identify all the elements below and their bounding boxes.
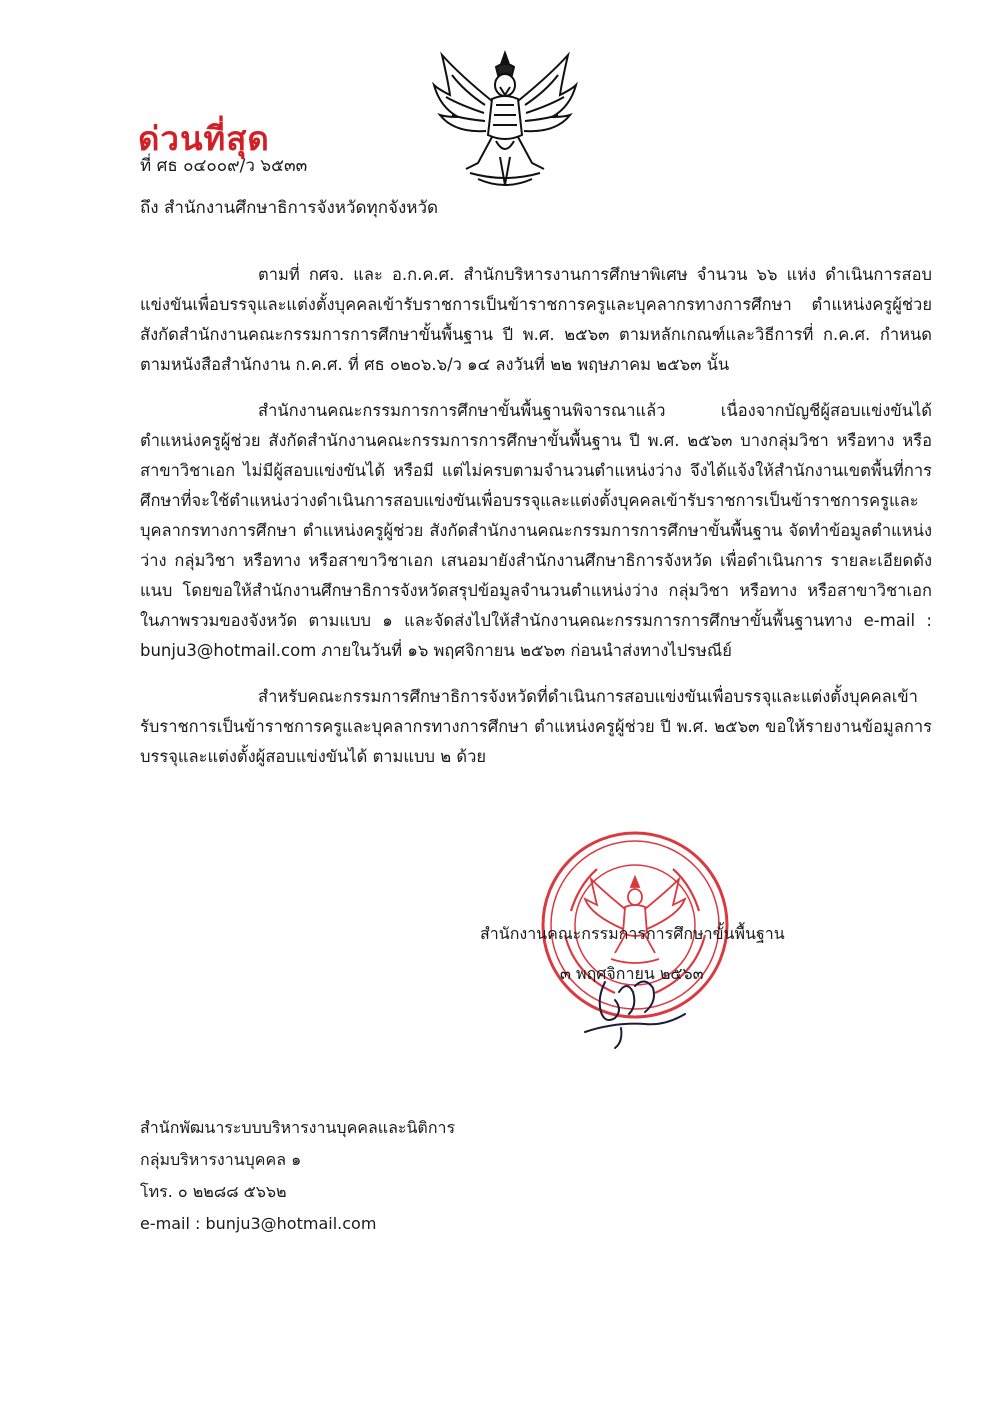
letter-body	[140, 260, 932, 788]
footer-contact	[140, 1112, 455, 1240]
footer-group: กลุ่มบริหารงานบุคคล ๑	[140, 1150, 302, 1169]
recipient-line: ถึง สำนักงานศึกษาธิการจังหวัดทุกจังหวัด	[140, 198, 439, 218]
handwritten-signature-icon	[575, 962, 695, 1052]
signing-organization: สำนักงานคณะกรรมการการศึกษาขั้นพื้นฐาน	[480, 924, 785, 943]
footer-email: e-mail : bunju3@hotmail.com	[140, 1214, 377, 1233]
urgency-stamp: ด่วนที่สุด	[138, 119, 270, 158]
garuda-emblem-icon	[430, 45, 580, 195]
signing-date: ๓ พฤศจิกายน ๒๕๖๓	[560, 964, 704, 983]
body-paragraph-2: สำนักงานคณะกรรมการการศึกษาขั้นพื้นฐานพิจารณาแล้ว เนื่องจากบัญชีผู้สอบแข่งขันได้ตำแหน่งครูผู้ช่วย สังกัดสำนักงานคณะกรรมการการศึกษาขั้นพื้นฐาน ปี พ.ศ. ๒๕๖๓ บางกลุ่มวิชา หรือทาง หรือสาขาวิชาเอก ไม่มีผู้สอบแข่งขันได้ หรือมี แต่ไม่ครบตามจำนวนตำแหน่งว่าง จึงได้แจ้งให้สำนักงานเขตพื้นที่การศึกษาที่จะใช้ตำแหน่งว่างดำเนินการสอบแข่งขันเพื่อบรรจุและแต่งตั้งบุคคลเข้ารับราชการเป็นข้าราชการครูและบุคลากรทางการศึกษา ตำแหน่งครูผู้ช่วย สังกัดสำนักงานคณะกรรมการการศึกษาขั้นพื้นฐาน จัดทำข้อมูลตำแหน่งว่าง กลุ่มวิชา หรือทาง หรือสาขาวิชาเอก เสนอมายังสำนักงานศึกษาธิการจังหวัด เพื่อดำเนินการ รายละเอียดดังแนบ โดยขอให้สำนักงานศึกษาธิการจังหวัดสรุปข้อมูลจำนวนตำแหน่งว่าง กลุ่มวิชา หรือทาง หรือสาขาวิชาเอก ในภาพรวมของจังหวัด ตามแบบ ๑ และจัดส่งไปให้สำนักงานคณะกรรมการการศึกษาขั้นพื้นฐานทาง e-mail : bunju3@hotmail.com ภายในวันที่ ๑๖ พฤศจิกายน ๒๕๖๓ ก่อนนำส่งทางไปรษณีย์	[140, 401, 932, 660]
footer-phone: โทร. ๐ ๒๒๘๘ ๕๖๖๒	[140, 1182, 287, 1201]
body-paragraph-3: สำหรับคณะกรรมการศึกษาธิการจังหวัดที่ดำเนินการสอบแข่งขันเพื่อบรรจุและแต่งตั้งบุคคลเข้ารับราชการเป็นข้าราชการครูและบุคลากรทางการศึกษา ตำแหน่งครูผู้ช่วย ปี พ.ศ. ๒๕๖๓ ขอให้รายงานข้อมูลการบรรจุและแต่งตั้งผู้สอบแข่งขันได้ ตามแบบ ๒ ด้วย	[140, 687, 932, 766]
reference-number: ที่ ศธ ๐๔๐๐๙/ว ๖๕๓๓	[140, 156, 308, 176]
body-paragraph-1: ตามที่ กศจ. และ อ.ก.ค.ศ. สำนักบริหารงานการศึกษาพิเศษ จำนวน ๖๖ แห่ง ดำเนินการสอบแข่งขันเพื่อบรรจุและแต่งตั้งบุคคลเข้ารับราชการเป็นข้าราชการครูและบุคลากรทางการศึกษา ตำแหน่งครูผู้ช่วย สังกัดสำนักงานคณะกรรมการการศึกษาขั้นพื้นฐาน ปี พ.ศ. ๒๕๖๓ ตามหลักเกณฑ์และวิธีการที่ ก.ค.ศ. กำหนด ตามหนังสือสำนักงาน ก.ค.ศ. ที่ ศธ ๐๒๐๖.๖/ว ๑๔ ลงวันที่ ๒๒ พฤษภาคม ๒๕๖๓ นั้น	[140, 265, 932, 374]
footer-department: สำนักพัฒนาระบบบริหารงานบุคคลและนิติการ	[140, 1118, 456, 1137]
